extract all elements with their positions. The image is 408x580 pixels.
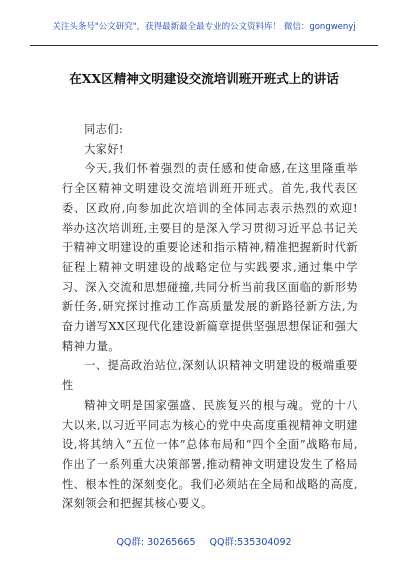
qq-group-2[interactable]: QQ群:535304092	[209, 537, 292, 548]
salutation: 同志们:	[84, 123, 124, 136]
document-body	[62, 120, 358, 514]
greeting: 大家好!	[84, 142, 124, 156]
header-banner[interactable]: 关注头条号"公文研究"，获得最新最全最专业的公文资料库！ 微信：gongwenyj	[52, 22, 356, 32]
paragraph-intro: 今天,我们怀着强烈的责任感和使命感,在这里隆重举行全区精神文明建设交流培训班开班式。首先,我代表区委、区政府,向参加此次培训的全体同志表示热烈的欢迎!举办这次培训班,主要目的是深入学习贯彻习近平总书记关于精神文明建设的重要论述和指示精神,精准把握新时代新征程上精神文明建设的战略定位与实践要求,通过集中学习、深入交流和思想碰撞,共同分析当前我区面临的新形势新任务,研究探讨推动工作高质量发展的新路径新方法,为奋力谱写XX区现代化建设新篇章提供坚强思想保证和强大精神力量。	[62, 162, 358, 353]
footer-contact	[0, 534, 408, 548]
section-heading-1: 一、提高政治站位,深刻认识精神文明建设的极端重要性	[62, 359, 358, 393]
header-divider	[30, 45, 378, 46]
paragraph-section-1: 精神文明是国家强盛、民族复兴的根与魂。党的十八大以来,以习近平同志为核心的党中央高度重视精神文明建设,将其纳入“五位一体”总体布局和“四个全面”战略布局,作出了一系列重大决策部署,推动精神文明建设发生了格局性、根本性的深刻变化。我们必须站在全局和战略的高度,深刻领会和把握其核心要义。	[62, 398, 358, 511]
document-title: 在XX区精神文明建设交流培训班开班式上的讲话	[69, 71, 339, 86]
qq-group-1[interactable]: QQ群: 30265665	[116, 537, 196, 548]
